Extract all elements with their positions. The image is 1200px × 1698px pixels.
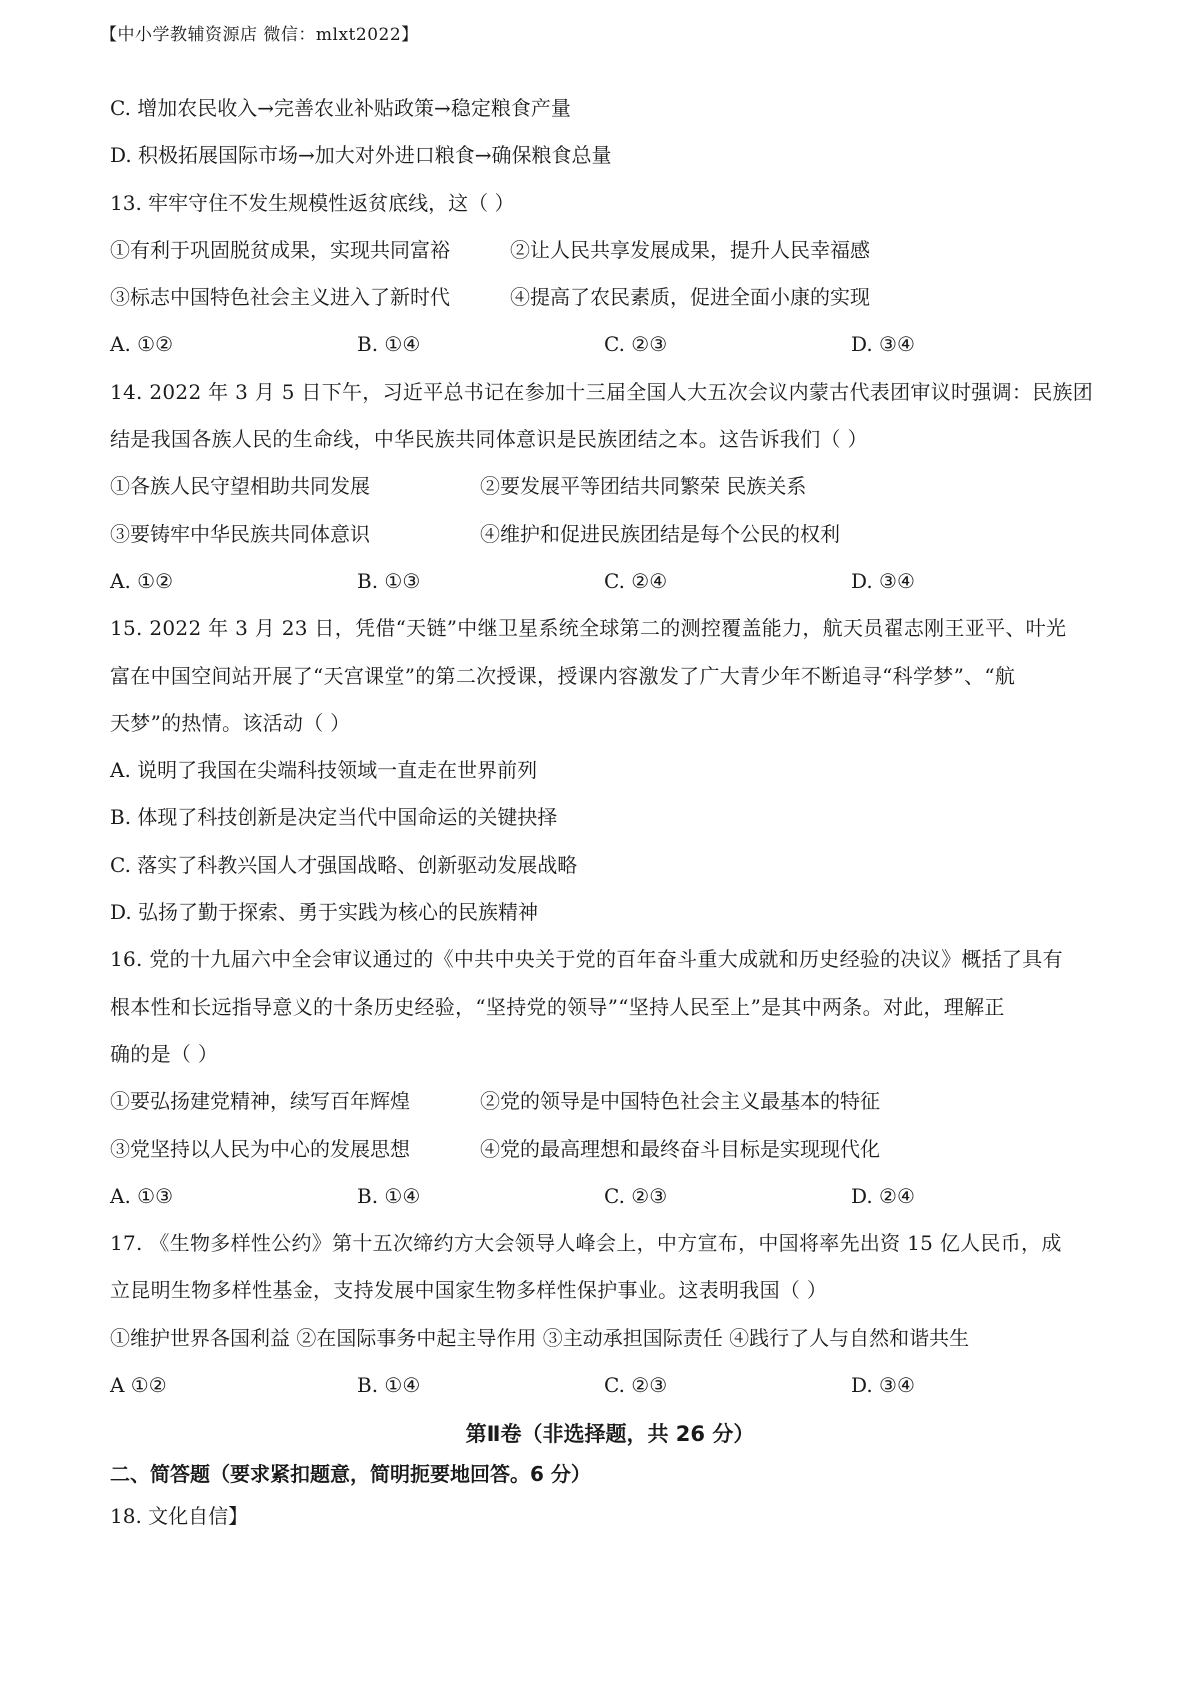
q16-option-c: C. ②③ xyxy=(604,1183,668,1208)
q13-statement-1: ①有利于巩固脱贫成果，实现共同富裕 xyxy=(110,237,450,262)
q12-option-c: C. 增加农民收入→完善农业补贴政策→稳定粮食产量 xyxy=(110,96,571,120)
q13-option-d: D. ③④ xyxy=(851,332,915,357)
header-note: 【中小学教辅资源店 微信：mlxt2022】 xyxy=(100,25,419,45)
q16-statements-row1 xyxy=(110,1089,1110,1113)
q13-statements-row1 xyxy=(110,238,1110,262)
q13-statement-2: ②让人民共享发展成果，提升人民幸福感 xyxy=(510,237,870,262)
q17-option-a: A ①② xyxy=(110,1373,167,1398)
q17-stem-line1: 17. 《生物多样性公约》第十五次缔约方大会领导人峰会上，中方宣布，中国将率先出资 15 亿人民币，成 xyxy=(110,1231,1062,1256)
q17-option-d: D. ③④ xyxy=(851,1373,915,1398)
q13-stem: 13. 牢牢守住不发生规模性返贫底线，这（ ） xyxy=(110,190,515,215)
q14-statement-3: ③要铸牢中华民族共同体意识 xyxy=(110,521,370,546)
q16-statements-row2 xyxy=(110,1137,1110,1161)
q16-statement-3: ③党坚持以人民为中心的发展思想 xyxy=(110,1136,410,1161)
q14-option-c: C. ②④ xyxy=(604,568,668,593)
q15-stem-line3: 天梦”的热情。该活动（ ） xyxy=(110,710,351,735)
q12-option-d: D. 积极拓展国际市场→加大对外进口粮食→确保粮食总量 xyxy=(110,143,612,168)
q16-options xyxy=(110,1184,1110,1208)
q18-stem: 18. 文化自信】 xyxy=(110,1504,249,1529)
q15-option-a: A. 说明了我国在尖端科技领域一直走在世界前列 xyxy=(110,758,538,783)
q17-stem-line2: 立昆明生物多样性基金，支持发展中国家生物多样性保护事业。这表明我国（ ） xyxy=(110,1278,828,1303)
q15-stem-line2: 富在中国空间站开展了“天宫课堂”的第二次授课，授课内容激发了广大青少年不断追寻“科学梦”、“航 xyxy=(110,663,1016,688)
q14-option-b: B. ①③ xyxy=(357,568,421,593)
q16-option-d: D. ②④ xyxy=(851,1183,915,1208)
q16-statement-4: ④党的最高理想和最终奋斗目标是实现现代化 xyxy=(480,1136,880,1161)
q15-option-d: D. 弘扬了勤于探索、勇于实践为核心的民族精神 xyxy=(110,900,539,925)
q13-options xyxy=(110,332,1110,356)
exam-content xyxy=(110,96,1110,1552)
q14-statement-4: ④维护和促进民族团结是每个公民的权利 xyxy=(480,521,840,546)
q13-option-a: A. ①② xyxy=(110,332,174,357)
q15-option-c: C. 落实了科教兴国人才强国战略、创新驱动发展战略 xyxy=(110,852,578,877)
q14-statement-1: ①各族人民守望相助共同发展 xyxy=(110,474,370,499)
q13-statement-3: ③标志中国特色社会主义进入了新时代 xyxy=(110,285,450,310)
q16-stem-line3: 确的是（ ） xyxy=(110,1041,219,1066)
q14-option-a: A. ①② xyxy=(110,568,174,593)
q14-statements-row1 xyxy=(110,474,1110,498)
q13-option-c: C. ②③ xyxy=(604,332,668,357)
q16-option-b: B. ①④ xyxy=(357,1183,421,1208)
q16-stem-line2: 根本性和长远指导意义的十条历史经验，“坚持党的领导”“坚持人民至上”是其中两条。对此，理解正 xyxy=(110,994,1005,1019)
q13-option-b: B. ①④ xyxy=(357,332,421,357)
q17-statements: ①维护世界各国利益 ②在国际事务中起主导作用 ③主动承担国际责任 ④践行了人与自然和谐共生 xyxy=(110,1325,970,1350)
q14-stem-line1: 14. 2022 年 3 月 5 日下午，习近平总书记在参加十三届全国人大五次会议内蒙古代表团审议时强调：民族团 xyxy=(110,379,1094,404)
q13-statements-row2 xyxy=(110,285,1110,309)
q17-option-b: B. ①④ xyxy=(357,1373,421,1398)
section-2-title: 第Ⅱ卷（非选择题，共 26 分） xyxy=(465,1422,755,1447)
q14-statements-row2 xyxy=(110,522,1110,546)
q16-stem-line1: 16. 党的十九届六中全会审议通过的《中共中央关于党的百年奋斗重大成就和历史经验的决议》概括了具有 xyxy=(110,947,1063,972)
q16-statement-1: ①要弘扬建党精神，续写百年辉煌 xyxy=(110,1089,410,1114)
q15-stem-line1: 15. 2022 年 3 月 23 日，凭借“天链”中继卫星系统全球第二的测控覆盖能力，航天员翟志刚王亚平、叶光 xyxy=(110,616,1067,641)
q14-options xyxy=(110,569,1110,593)
q16-statement-2: ②党的领导是中国特色社会主义最基本的特征 xyxy=(480,1089,880,1114)
short-answer-heading: 二、简答题（要求紧扣题意，简明扼要地回答。6 分） xyxy=(110,1462,591,1487)
q14-option-d: D. ③④ xyxy=(851,568,915,593)
q17-option-c: C. ②③ xyxy=(604,1373,668,1398)
q14-statement-2: ②要发展平等团结共同繁荣 民族关系 xyxy=(480,474,807,499)
q13-statement-4: ④提高了农民素质，促进全面小康的实现 xyxy=(510,285,870,310)
q15-option-b: B. 体现了科技创新是决定当代中国命运的关键抉择 xyxy=(110,805,558,830)
q16-option-a: A. ①③ xyxy=(110,1183,174,1208)
q17-options xyxy=(110,1373,1110,1397)
q14-stem-line2: 结是我国各族人民的生命线，中华民族共同体意识是民族团结之本。这告诉我们（ ） xyxy=(110,427,868,452)
